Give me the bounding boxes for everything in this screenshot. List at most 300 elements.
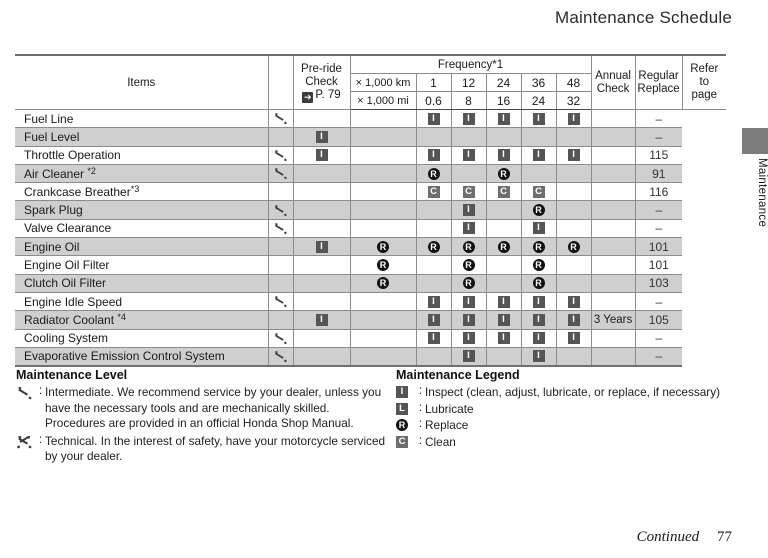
row-preride-check bbox=[293, 183, 350, 201]
row-frequency-1k bbox=[350, 201, 416, 219]
row-frequency-12k bbox=[416, 146, 451, 164]
row-annual-check bbox=[556, 201, 591, 219]
maintenance-legend-title: Maintenance Legend bbox=[396, 368, 520, 382]
table-row bbox=[15, 311, 726, 329]
row-regular-replace bbox=[591, 164, 635, 182]
row-frequency-36k bbox=[486, 164, 521, 182]
legend-text: Inspect (clean, adjust, lubricate, or replace, if necessary) bbox=[425, 385, 721, 399]
row-frequency-12k bbox=[416, 256, 451, 274]
symbol-I: I bbox=[533, 314, 545, 326]
row-frequency-48k bbox=[521, 201, 556, 219]
row-frequency-24k bbox=[451, 292, 486, 310]
side-tab-color-block bbox=[742, 128, 768, 154]
row-regular-replace bbox=[591, 219, 635, 237]
row-preride-check bbox=[293, 292, 350, 310]
row-item-name: Evaporative Emission Control System bbox=[15, 347, 268, 365]
wrench-icon bbox=[273, 149, 288, 162]
header-mi-3: 24 bbox=[521, 92, 556, 110]
legend-colon: : bbox=[418, 418, 423, 430]
row-preride-check bbox=[293, 274, 350, 292]
row-frequency-24k bbox=[451, 128, 486, 146]
header-unit-km: × 1,000 km bbox=[350, 74, 416, 92]
symbol-I: I bbox=[568, 113, 580, 125]
row-maintenance-level bbox=[268, 146, 293, 164]
symbol-R: R bbox=[533, 241, 545, 253]
legend-colon: : bbox=[418, 401, 423, 414]
header-refer-to-page bbox=[682, 55, 726, 110]
symbol-R: R bbox=[463, 259, 475, 271]
legend-item bbox=[396, 435, 746, 451]
header-preride-ref bbox=[294, 89, 350, 102]
header-preride-check bbox=[293, 55, 350, 110]
symbol-C: C bbox=[428, 186, 440, 198]
symbol-I: I bbox=[428, 149, 440, 161]
symbol-I: I bbox=[463, 149, 475, 161]
row-item-name: Cooling System bbox=[15, 329, 268, 347]
wrench-icon bbox=[273, 112, 288, 125]
legend-symbol bbox=[396, 385, 416, 398]
crossed-wrench-icon bbox=[16, 434, 36, 452]
row-frequency-12k bbox=[416, 110, 451, 128]
maintenance-level-title: Maintenance Level bbox=[16, 368, 128, 382]
row-frequency-36k bbox=[486, 311, 521, 329]
row-frequency-12k bbox=[416, 164, 451, 182]
row-frequency-48k bbox=[521, 311, 556, 329]
row-preride-check bbox=[293, 201, 350, 219]
row-frequency-36k bbox=[486, 110, 521, 128]
row-frequency-36k bbox=[486, 183, 521, 201]
header-annual-check bbox=[591, 55, 635, 110]
header-regular-line2: Replace bbox=[637, 82, 680, 95]
legend-text: Intermediate. We recommend service by your dealer, unless you have the necessary tools and are mechanically skilled. Procedures are provided in an official Honda Shop Manual. bbox=[45, 385, 382, 430]
symbol-I: I bbox=[498, 296, 510, 308]
maintenance-legend bbox=[396, 368, 746, 451]
row-frequency-48k bbox=[521, 274, 556, 292]
row-maintenance-level bbox=[268, 329, 293, 347]
row-annual-check bbox=[556, 256, 591, 274]
legend-symbol bbox=[396, 402, 416, 415]
symbol-R: R bbox=[498, 241, 510, 253]
row-refer-page: – bbox=[635, 329, 682, 347]
wrench-icon bbox=[273, 204, 288, 217]
row-item-name: Air Cleaner $^{*2}$ bbox=[15, 164, 268, 182]
legend-colon: : bbox=[38, 433, 43, 446]
row-regular-replace bbox=[591, 146, 635, 164]
row-annual-check bbox=[556, 164, 591, 182]
row-annual-check bbox=[556, 183, 591, 201]
row-maintenance-level bbox=[268, 292, 293, 310]
table-row bbox=[15, 238, 726, 256]
symbol-I: I bbox=[533, 149, 545, 161]
legend-item bbox=[396, 402, 746, 418]
header-annual-line1: Annual bbox=[595, 69, 631, 82]
row-frequency-48k bbox=[521, 219, 556, 237]
row-maintenance-level bbox=[268, 110, 293, 128]
row-annual-check bbox=[556, 292, 591, 310]
row-frequency-1k bbox=[350, 311, 416, 329]
maintenance-schedule-table-wrap bbox=[15, 54, 726, 367]
page-footer bbox=[637, 528, 732, 546]
footer-page-number: 77 bbox=[717, 529, 732, 545]
symbol-I: I bbox=[463, 332, 475, 344]
table-row bbox=[15, 329, 726, 347]
wrench-icon bbox=[16, 385, 36, 403]
symbol-I: I bbox=[568, 332, 580, 344]
legend-text: Lubricate bbox=[425, 401, 474, 416]
row-refer-page: – bbox=[635, 292, 682, 310]
row-annual-check bbox=[556, 238, 591, 256]
symbol-I: I bbox=[428, 296, 440, 308]
row-preride-check bbox=[293, 238, 350, 256]
symbol-C: C bbox=[498, 186, 510, 198]
item-note: *3 bbox=[130, 184, 140, 195]
symbol-I: I bbox=[316, 314, 328, 326]
table-row bbox=[15, 292, 726, 310]
legend-colon: : bbox=[38, 385, 43, 397]
symbol-R: R bbox=[498, 168, 510, 180]
header-mi-2: 16 bbox=[486, 92, 521, 110]
row-frequency-1k bbox=[350, 238, 416, 256]
symbol-I: I bbox=[463, 350, 475, 362]
row-maintenance-level bbox=[268, 274, 293, 292]
row-item-name: Valve Clearance bbox=[15, 219, 268, 237]
row-refer-page: 103 bbox=[635, 274, 682, 292]
row-frequency-1k bbox=[350, 183, 416, 201]
row-maintenance-level bbox=[268, 164, 293, 182]
row-refer-page: – bbox=[635, 219, 682, 237]
row-frequency-48k bbox=[521, 238, 556, 256]
row-frequency-36k bbox=[486, 128, 521, 146]
row-frequency-1k bbox=[350, 292, 416, 310]
row-frequency-1k bbox=[350, 347, 416, 365]
header-annual-line2: Check bbox=[596, 82, 630, 95]
header-km-4: 48 bbox=[556, 74, 591, 92]
legend-symbol bbox=[396, 435, 416, 448]
legend-item bbox=[396, 385, 746, 401]
symbol-I: I bbox=[533, 332, 545, 344]
symbol-R: R bbox=[396, 419, 408, 431]
row-preride-check bbox=[293, 110, 350, 128]
row-frequency-48k bbox=[521, 183, 556, 201]
symbol-R: R bbox=[377, 241, 389, 253]
row-frequency-24k bbox=[451, 256, 486, 274]
table-row bbox=[15, 110, 726, 128]
header-km-3: 36 bbox=[521, 74, 556, 92]
row-frequency-36k bbox=[486, 347, 521, 365]
legend-text: Replace bbox=[425, 418, 469, 432]
symbol-R: R bbox=[463, 277, 475, 289]
row-maintenance-level bbox=[268, 128, 293, 146]
row-frequency-12k bbox=[416, 238, 451, 256]
row-frequency-12k bbox=[416, 128, 451, 146]
row-refer-page: 105 bbox=[635, 311, 682, 329]
row-regular-replace bbox=[591, 256, 635, 274]
row-frequency-12k bbox=[416, 274, 451, 292]
row-frequency-1k bbox=[350, 146, 416, 164]
legend-colon: : bbox=[418, 385, 423, 397]
row-maintenance-level bbox=[268, 201, 293, 219]
symbol-I: I bbox=[498, 314, 510, 326]
header-refer-line2: to bbox=[699, 76, 710, 88]
table-row bbox=[15, 219, 726, 237]
symbol-I: I bbox=[428, 113, 440, 125]
symbol-R: R bbox=[377, 259, 389, 271]
row-regular-replace bbox=[591, 274, 635, 292]
legend-item bbox=[16, 434, 391, 465]
row-frequency-1k bbox=[350, 329, 416, 347]
symbol-R: R bbox=[377, 277, 389, 289]
row-frequency-12k bbox=[416, 347, 451, 365]
wrench-icon bbox=[273, 332, 288, 345]
row-maintenance-level bbox=[268, 256, 293, 274]
row-frequency-1k bbox=[350, 128, 416, 146]
row-annual-check bbox=[556, 274, 591, 292]
symbol-I: I bbox=[533, 222, 545, 234]
row-annual-check bbox=[556, 146, 591, 164]
symbol-I: I bbox=[498, 113, 510, 125]
row-refer-page: 101 bbox=[635, 256, 682, 274]
row-regular-replace bbox=[591, 238, 635, 256]
symbol-I: I bbox=[463, 204, 475, 216]
row-frequency-1k bbox=[350, 256, 416, 274]
header-unit-mi: × 1,000 mi bbox=[350, 92, 416, 110]
row-item-name: Engine Oil bbox=[15, 238, 268, 256]
symbol-R: R bbox=[428, 241, 440, 253]
row-item-name: Throttle Operation bbox=[15, 146, 268, 164]
symbol-L: L bbox=[396, 403, 408, 415]
row-annual-check bbox=[556, 110, 591, 128]
header-items: Items bbox=[15, 55, 268, 110]
header-regular-replace bbox=[635, 55, 682, 110]
row-frequency-36k bbox=[486, 238, 521, 256]
side-tab bbox=[742, 128, 768, 227]
row-item-name: Crankcase Breather$^{*3}$ bbox=[15, 183, 268, 201]
row-item-name: Spark Plug bbox=[15, 201, 268, 219]
row-frequency-24k bbox=[451, 146, 486, 164]
table-row bbox=[15, 146, 726, 164]
row-maintenance-level bbox=[268, 347, 293, 365]
wrench-icon bbox=[273, 222, 288, 235]
symbol-R: R bbox=[568, 241, 580, 253]
row-refer-page: 115 bbox=[635, 146, 682, 164]
row-frequency-36k bbox=[486, 329, 521, 347]
row-frequency-36k bbox=[486, 256, 521, 274]
row-item-name: Radiator Coolant $^{*4}$ bbox=[15, 311, 268, 329]
row-refer-page: 101 bbox=[635, 238, 682, 256]
item-note: *4 bbox=[117, 312, 126, 323]
row-frequency-48k bbox=[521, 347, 556, 365]
symbol-I: I bbox=[498, 332, 510, 344]
row-refer-page: – bbox=[635, 347, 682, 365]
header-refer-line1: Refer bbox=[690, 63, 719, 75]
row-frequency-12k bbox=[416, 329, 451, 347]
table-header bbox=[15, 55, 726, 110]
row-frequency-1k bbox=[350, 274, 416, 292]
symbol-I: I bbox=[316, 131, 328, 143]
row-refer-page: 116 bbox=[635, 183, 682, 201]
row-frequency-12k bbox=[416, 219, 451, 237]
legend-item bbox=[396, 418, 746, 434]
wrench-icon bbox=[273, 350, 288, 363]
symbol-I: I bbox=[533, 296, 545, 308]
row-item-name: Clutch Oil Filter bbox=[15, 274, 268, 292]
row-frequency-1k bbox=[350, 110, 416, 128]
row-preride-check bbox=[293, 219, 350, 237]
row-frequency-48k bbox=[521, 146, 556, 164]
row-preride-check bbox=[293, 164, 350, 182]
row-refer-page: – bbox=[635, 110, 682, 128]
row-preride-check bbox=[293, 128, 350, 146]
arrow-right-icon: ➔ bbox=[304, 92, 312, 102]
row-annual-check bbox=[556, 128, 591, 146]
table-row bbox=[15, 201, 726, 219]
header-km-1: 12 bbox=[451, 74, 486, 92]
row-maintenance-level bbox=[268, 311, 293, 329]
row-frequency-24k bbox=[451, 311, 486, 329]
header-preride-line2: Check bbox=[305, 76, 338, 88]
row-annual-check bbox=[556, 219, 591, 237]
symbol-I: I bbox=[533, 113, 545, 125]
row-preride-check bbox=[293, 256, 350, 274]
row-preride-check bbox=[293, 146, 350, 164]
legend-colon: : bbox=[418, 434, 423, 447]
header-refer-line3: page bbox=[691, 89, 718, 101]
row-maintenance-level bbox=[268, 238, 293, 256]
row-refer-page: – bbox=[635, 201, 682, 219]
table-row bbox=[15, 128, 726, 146]
row-frequency-12k bbox=[416, 311, 451, 329]
symbol-C: C bbox=[396, 436, 408, 448]
header-km-0: 1 bbox=[416, 74, 451, 92]
symbol-C: C bbox=[533, 186, 545, 198]
table-row bbox=[15, 274, 726, 292]
row-frequency-24k bbox=[451, 347, 486, 365]
table-row bbox=[15, 256, 726, 274]
maintenance-legend-rows bbox=[396, 385, 746, 450]
row-preride-check bbox=[293, 347, 350, 365]
symbol-I: I bbox=[463, 113, 475, 125]
symbol-I: I bbox=[498, 149, 510, 161]
row-frequency-24k bbox=[451, 164, 486, 182]
row-frequency-24k bbox=[451, 219, 486, 237]
maintenance-level-legend bbox=[16, 368, 391, 466]
header-level-icon-column bbox=[268, 55, 293, 110]
row-preride-check bbox=[293, 329, 350, 347]
symbol-I: I bbox=[428, 314, 440, 326]
row-annual-check bbox=[556, 329, 591, 347]
symbol-I: I bbox=[396, 386, 408, 398]
row-annual-check bbox=[556, 311, 591, 329]
row-regular-replace bbox=[591, 347, 635, 365]
row-frequency-12k bbox=[416, 183, 451, 201]
row-item-name: Engine Idle Speed bbox=[15, 292, 268, 310]
header-preride-ref-text: P. 79 bbox=[315, 89, 341, 101]
row-frequency-48k bbox=[521, 256, 556, 274]
table-row bbox=[15, 164, 726, 182]
table-row bbox=[15, 347, 726, 365]
wrench-icon bbox=[273, 167, 288, 180]
symbol-I: I bbox=[568, 149, 580, 161]
row-frequency-12k bbox=[416, 201, 451, 219]
maintenance-schedule-table bbox=[15, 54, 726, 367]
legend-symbol bbox=[396, 418, 416, 431]
row-frequency-24k bbox=[451, 110, 486, 128]
row-maintenance-level bbox=[268, 219, 293, 237]
row-frequency-48k bbox=[521, 292, 556, 310]
row-frequency-24k bbox=[451, 183, 486, 201]
header-km-2: 24 bbox=[486, 74, 521, 92]
row-frequency-48k bbox=[521, 110, 556, 128]
header-mi-0: 0.6 bbox=[416, 92, 451, 110]
row-item-name: Fuel Line bbox=[15, 110, 268, 128]
row-frequency-1k bbox=[350, 164, 416, 182]
item-note: *2 bbox=[87, 166, 96, 177]
row-regular-replace bbox=[591, 329, 635, 347]
symbol-R: R bbox=[533, 277, 545, 289]
row-refer-page: 91 bbox=[635, 164, 682, 182]
table-body bbox=[15, 110, 726, 366]
legend-text: Clean bbox=[425, 434, 456, 449]
row-frequency-24k bbox=[451, 238, 486, 256]
table-row bbox=[15, 183, 726, 201]
row-frequency-48k bbox=[521, 128, 556, 146]
page-title: Maintenance Schedule bbox=[555, 8, 732, 27]
legend-item bbox=[16, 385, 391, 432]
row-regular-replace bbox=[591, 128, 635, 146]
symbol-I: I bbox=[568, 314, 580, 326]
symbol-R: R bbox=[428, 168, 440, 180]
row-preride-check bbox=[293, 311, 350, 329]
row-item-name: Fuel Level bbox=[15, 128, 268, 146]
row-regular-replace bbox=[591, 110, 635, 128]
symbol-R: R bbox=[463, 241, 475, 253]
row-frequency-24k bbox=[451, 274, 486, 292]
row-maintenance-level bbox=[268, 183, 293, 201]
header-mi-1: 8 bbox=[451, 92, 486, 110]
symbol-C: C bbox=[463, 186, 475, 198]
header-frequency: Frequency*1 bbox=[350, 55, 591, 74]
wrench-icon bbox=[273, 295, 288, 308]
footer-continued: Continued bbox=[636, 529, 700, 545]
symbol-I: I bbox=[463, 314, 475, 326]
side-tab-label: Maintenance bbox=[756, 158, 768, 228]
row-frequency-1k bbox=[350, 219, 416, 237]
row-frequency-36k bbox=[486, 219, 521, 237]
symbol-I: I bbox=[428, 332, 440, 344]
legend-text: Technical. In the interest of safety, have your motorcycle serviced by your dealer. bbox=[45, 433, 386, 463]
row-regular-replace: 3 Years bbox=[591, 311, 635, 329]
row-frequency-36k bbox=[486, 292, 521, 310]
row-regular-replace bbox=[591, 292, 635, 310]
row-refer-page: – bbox=[635, 128, 682, 146]
row-frequency-24k bbox=[451, 201, 486, 219]
symbol-I: I bbox=[533, 350, 545, 362]
symbol-I: I bbox=[316, 149, 328, 161]
row-frequency-36k bbox=[486, 274, 521, 292]
header-regular-line1: Regular bbox=[638, 69, 679, 82]
symbol-I: I bbox=[463, 296, 475, 308]
row-frequency-48k bbox=[521, 329, 556, 347]
header-preride-line1: Pre-ride bbox=[301, 63, 342, 75]
symbol-I: I bbox=[463, 222, 475, 234]
row-regular-replace bbox=[591, 183, 635, 201]
symbol-I: I bbox=[316, 241, 328, 253]
symbol-I: I bbox=[568, 296, 580, 308]
symbol-R: R bbox=[533, 204, 545, 216]
row-item-name: Engine Oil Filter bbox=[15, 256, 268, 274]
row-frequency-24k bbox=[451, 329, 486, 347]
header-mi-4: 32 bbox=[556, 92, 591, 110]
